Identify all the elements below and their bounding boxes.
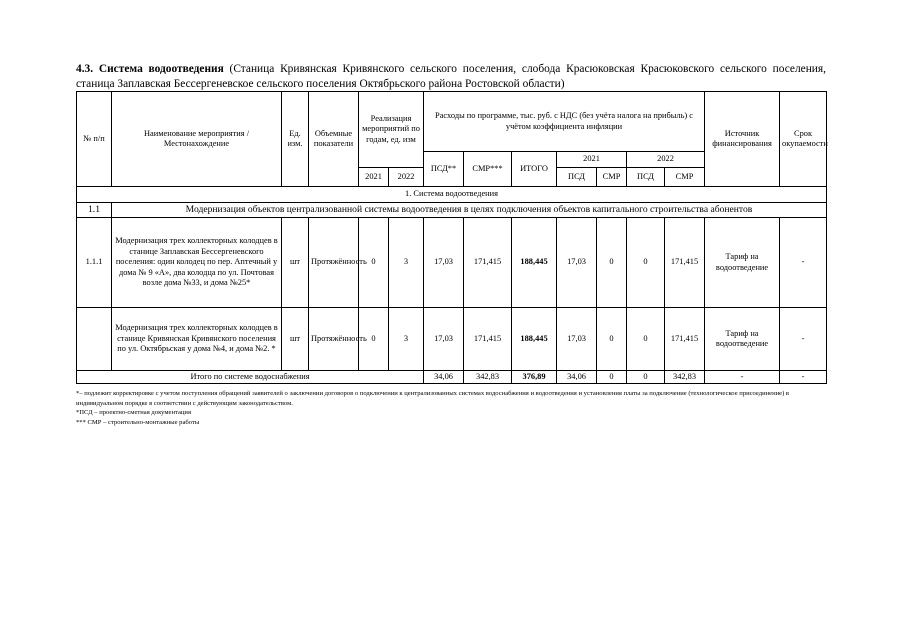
row-smr: 171,415 xyxy=(464,308,512,371)
header-row-1 xyxy=(77,92,827,152)
section-title: Система водоотведения xyxy=(98,63,224,75)
header-psd-2021: ПСД xyxy=(557,168,597,187)
row-psd-2022: 0 xyxy=(627,308,665,371)
header-sub-2022: 2022 xyxy=(627,152,705,168)
row-psd: 17,03 xyxy=(424,218,464,308)
header-payback: Срок окупаемости xyxy=(780,92,827,187)
header-psd-2022: ПСД xyxy=(627,168,665,187)
row-r2021: 0 xyxy=(359,218,389,308)
header-num: № п/п xyxy=(77,92,112,187)
row-smr-2022: 171,415 xyxy=(665,308,705,371)
section-row xyxy=(77,187,827,203)
section-title-cell: 1. Система водоотведения xyxy=(77,187,827,203)
row-smr-2021: 0 xyxy=(597,308,627,371)
table-row xyxy=(77,218,827,308)
total-smr-2021: 0 xyxy=(597,371,627,384)
section-heading-text: (Станица Кривянская Кривянского сельского поселения, слобода Красюковская Красюковского сельского поселения, станица Заплавская Бессергеневское сельского поселения Октябрьского района Ростовской области) xyxy=(76,63,826,90)
row-name: Модернизация трех коллекторных колодцев в станице Заплавская Бессергеневского поселения: один колодец по пер. Аптечный у дома № 9 «А», два колодца по ул. Почтовая возле дома №33, и дома №25* xyxy=(112,218,282,308)
total-psd-2021: 34,06 xyxy=(557,371,597,384)
row-payback: - xyxy=(780,218,827,308)
footnote-3: *** СМР – строительно-монтажные работы xyxy=(76,418,200,426)
subsection-num: 1.1 xyxy=(77,203,112,218)
header-smr-2021: СМР xyxy=(597,168,627,187)
section-heading xyxy=(76,62,826,92)
row-smr-2022: 171,415 xyxy=(665,218,705,308)
header-sub-2021: 2021 xyxy=(557,152,627,168)
header-realization: Реализация мероприятий по годам, ед. изм xyxy=(359,92,424,168)
row-itogo: 188,445 xyxy=(512,308,557,371)
row-volume: Протяжённость xyxy=(309,218,359,308)
footnote-2: *ПСД – проектно-сметная документация xyxy=(76,409,191,417)
table-row xyxy=(77,308,827,371)
row-smr-2021: 0 xyxy=(597,218,627,308)
row-num: 1.1.1 xyxy=(77,218,112,308)
total-psd-2022: 0 xyxy=(627,371,665,384)
header-itogo: ИТОГО xyxy=(512,152,557,187)
row-num xyxy=(77,308,112,371)
total-smr-2022: 342,83 xyxy=(665,371,705,384)
row-r2022: 3 xyxy=(389,218,424,308)
total-itogo: 376,89 xyxy=(512,371,557,384)
header-name: Наименование мероприятия / Местонахождение xyxy=(112,92,282,187)
subsection-row xyxy=(77,203,827,218)
row-source: Тариф на водоотведение xyxy=(705,308,780,371)
row-volume: Протяжённость xyxy=(309,308,359,371)
row-itogo: 188,445 xyxy=(512,218,557,308)
footnotes xyxy=(76,389,836,427)
header-year-2021: 2021 xyxy=(359,168,389,187)
total-row xyxy=(77,371,827,384)
row-unit: шт xyxy=(282,218,309,308)
row-psd-2021: 17,03 xyxy=(557,308,597,371)
header-volume: Объемные показатели xyxy=(309,92,359,187)
row-psd-2021: 17,03 xyxy=(557,218,597,308)
total-psd: 34,06 xyxy=(424,371,464,384)
header-unit: Ед. изм. xyxy=(282,92,309,187)
row-name: Модернизация трех коллекторных колодцев в станице Кривянская Кривянского поселения по ул. Октябрьская у дома №4, и дома №2. * xyxy=(112,308,282,371)
row-payback: - xyxy=(780,308,827,371)
row-psd-2022: 0 xyxy=(627,218,665,308)
section-number: 4.3. xyxy=(76,63,94,75)
row-source: Тариф на водоотведение xyxy=(705,218,780,308)
measures-table xyxy=(76,91,827,384)
row-r2021: 0 xyxy=(359,308,389,371)
header-expenses: Расходы по программе, тыс. руб. с НДС (без учёта налога на прибыль) с учётом коэффициента инфляции xyxy=(424,92,705,152)
total-source: - xyxy=(705,371,780,384)
row-r2022: 3 xyxy=(389,308,424,371)
header-psd: ПСД** xyxy=(424,152,464,187)
header-smr-2022: СМР xyxy=(665,168,705,187)
row-smr: 171,415 xyxy=(464,218,512,308)
total-smr: 342,83 xyxy=(464,371,512,384)
subsection-title: Модернизация объектов централизованной системы водоотведения в целях подключения объектов капитального строительства абонентов xyxy=(112,203,827,218)
row-unit: шт xyxy=(282,308,309,371)
row-psd: 17,03 xyxy=(424,308,464,371)
header-smr: СМР*** xyxy=(464,152,512,187)
total-label: Итого по системе водоснабжения xyxy=(77,371,424,384)
footnote-1: *– подлежит корректировке с учетом поступления обращений заявителей о заключении договоров о подключении к централизованных системах водоснабжения и водоотведения и установления платы за подключение (технологическое присоединение) в индивидуальном порядке в соответствии с действующим законодательством. xyxy=(76,390,790,407)
header-source: Источник финансирования xyxy=(705,92,780,187)
header-year-2022: 2022 xyxy=(389,168,424,187)
total-payback: - xyxy=(780,371,827,384)
